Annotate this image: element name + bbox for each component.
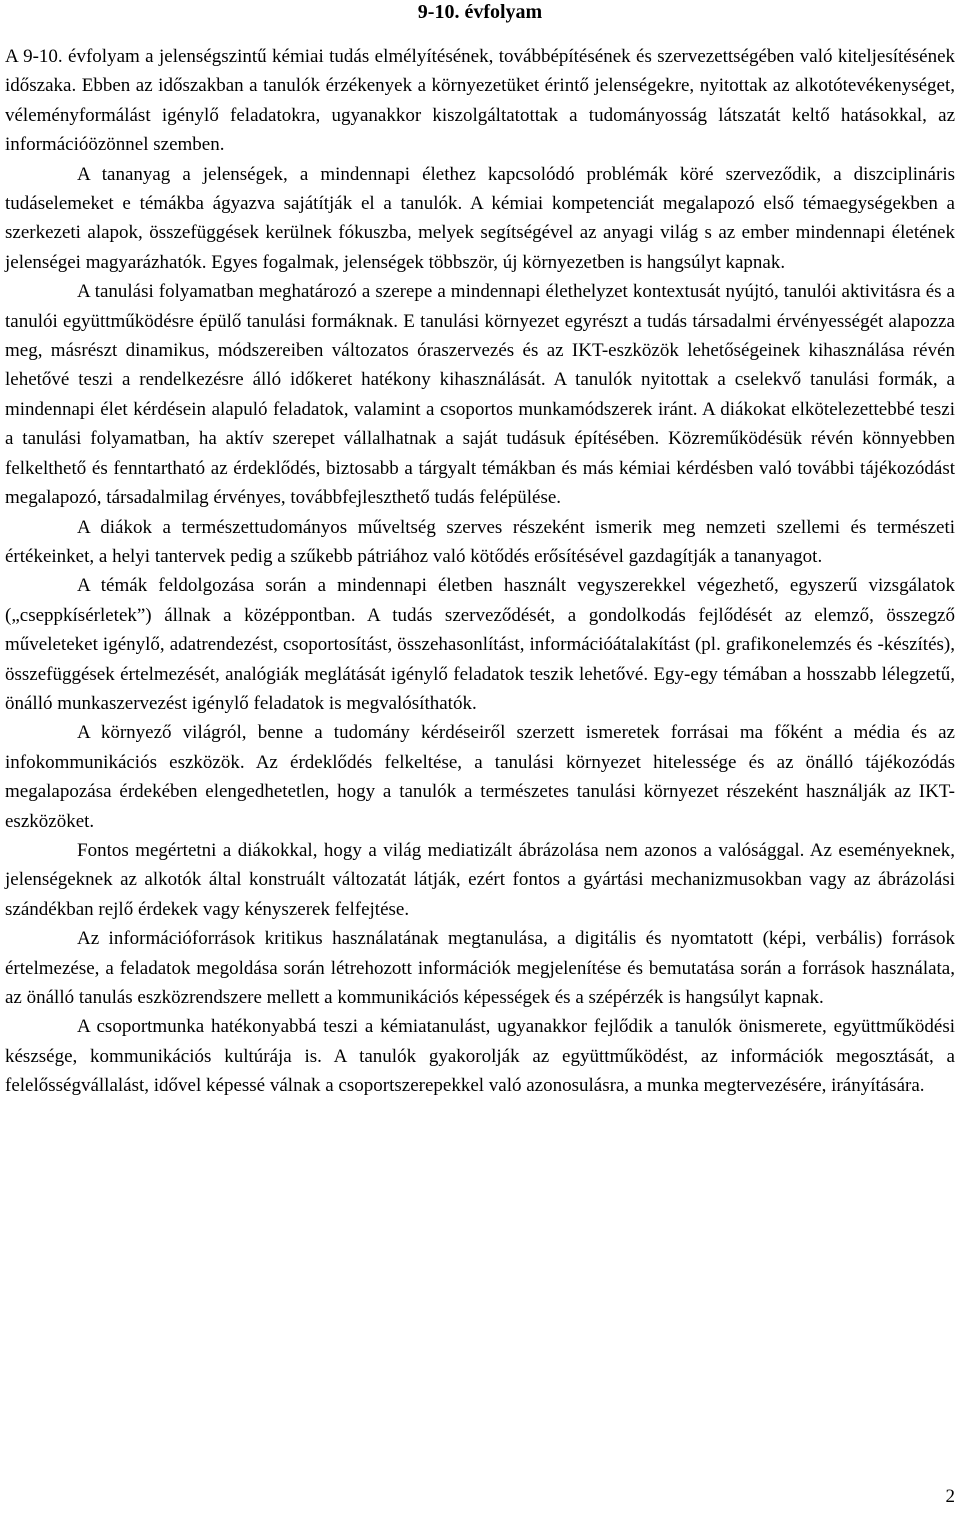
paragraph: Fontos megértetni a diákokkal, hogy a világ mediatizált ábrázolása nem azonos a valósággal. Az eseményeknek, jelenségeknek az alkotók által konstruált változatát látják, ezért fontos a gyártási mechanizmusokban vagy az ábrázolási szándékban rejlő érdekek vagy kényszerek felfejtése. — [5, 839, 955, 920]
body-text — [5, 42, 955, 1101]
paragraph: A témák feldolgozása során a mindennapi életben használt vegyszerekkel végezhető, egyszerű vizsgálatok („cseppkísérletek”) állnak a középpontban. A tudás szerveződését, a gondolkodás fejlődését az elemző, összegző műveleteket igénylő, adatrendezést, csoportosítást, összehasonlítást, információátalakítást (pl. grafikonelemzés és -készítés), összefüggések értelmezését, analógiák meglátását igénylő feladatok teszik lehetővé. Egy-egy témában a hosszabb lélegzetű, önálló munkaszervezést igénylő feladatok is megvalósíthatók. — [5, 575, 955, 714]
paragraph: Az információforrások kritikus használatának megtanulása, a digitális és nyomtatott (képi, verbális) források értelmezése, a feladatok megoldása során létrehozott információk megjelenítése és bemutatása során a források használata, az önálló tanulás eszközrendszere mellett a kommunikációs képességek és a szépérzék is hangsúlyt kapnak. — [5, 928, 955, 1008]
paragraph: A tanulási folyamatban meghatározó a szerepe a mindennapi élethelyzet kontextusát nyújtó, tanulói aktivitásra és a tanulói együttműködésre épülő tanulási formáknak. E tanulási környezet egyrészt a tudás társadalmi érvényességét alapozza meg, másrészt dinamikus, módszereiben változatos óraszervezés és az IKT-eszközök lehetőségeinek kihasználása révén lehetővé teszi a rendelkezésre álló időkeret hatékony kihasználását. A tanulók nyitottak a cselekvő tanulási formák, a mindennapi élet kérdésein alapuló feladatok, valamint a csoportos munkamódszerek iránt. A diákokat elkötelezettebbé teszi a tanulási folyamatban, ha aktív szerepet vállalhatnak a saját tudásuk építésében. Közreműködésük révén könnyebben felkelthető és fenntartható az érdeklődés, biztosabb a tárgyalt témákban és más kémiai kérdésben való további tájékozódást megalapozó, társadalmilag érvényes, továbbfejleszthető tudás felépülése. — [5, 281, 955, 509]
paragraph: A tananyag a jelenségek, a mindennapi élethez kapcsolódó problémák köré szerveződik, a diszciplináris tudáselemeket e témákba ágyazva sajátítják el a tanulók. A kémiai kompetenciát megalapozó első témaegységekben a szerkezeti alapok, összefüggések kerülnek fókuszba, melyek segítségével az anyagi világ s az ember mindennapi életének jelenségei magyarázhatók. Egyes fogalmak, jelenségek többször, új környezetben is hangsúlyt kapnak. — [5, 163, 955, 273]
paragraph: A diákok a természettudományos műveltség szerves részeként ismerik meg nemzeti szellemi és természeti értékeinket, a helyi tantervek pedig a szűkebb pátriához való kötődés erősítésével gazdagítják a tananyagot. — [5, 516, 955, 567]
paragraph: A csoportmunka hatékonyabbá teszi a kémiatanulást, ugyanakkor fejlődik a tanulók önismerete, együttműködési készsége, kommunikációs kultúrája is. A tanulók gyakorolják az együttműködést, az információk megosztását, a felelősségvállalást, idővel képessé válnak a csoportszerepekkel való azonosulásra, a munka megtervezésére, irányítására. — [5, 1016, 955, 1097]
paragraph: A 9-10. évfolyam a jelenségszintű kémiai tudás elmélyítésének, továbbépítésének és szervezettségében való kiteljesítésének időszaka. Ebben az időszakban a tanulók érzékenyek a környezetüket érintő jelenségekre, nyitottak az alkotótevékenységet, véleményformálást igénylő feladatokra, ugyanakkor kiszolgáltatottak a tudományosság látszatát keltő hatásokkal, az információözönnel szemben. — [5, 46, 955, 156]
page-title: 9-10. évfolyam — [417, 1, 543, 23]
paragraph: A környező világról, benne a tudomány kérdéseiről szerzett ismeretek forrásai ma főként a média és az infokommunikációs eszközök. Az érdeklődés felkeltése, a tanulási környezet hitelessége és az önálló tájékozódás megalapozása érdekében elengedhetetlen, hogy a tanulók a természetes tanulási környezet részeként használják az IKT-eszközöket. — [5, 722, 955, 832]
page-number: 2 — [945, 1486, 955, 1507]
